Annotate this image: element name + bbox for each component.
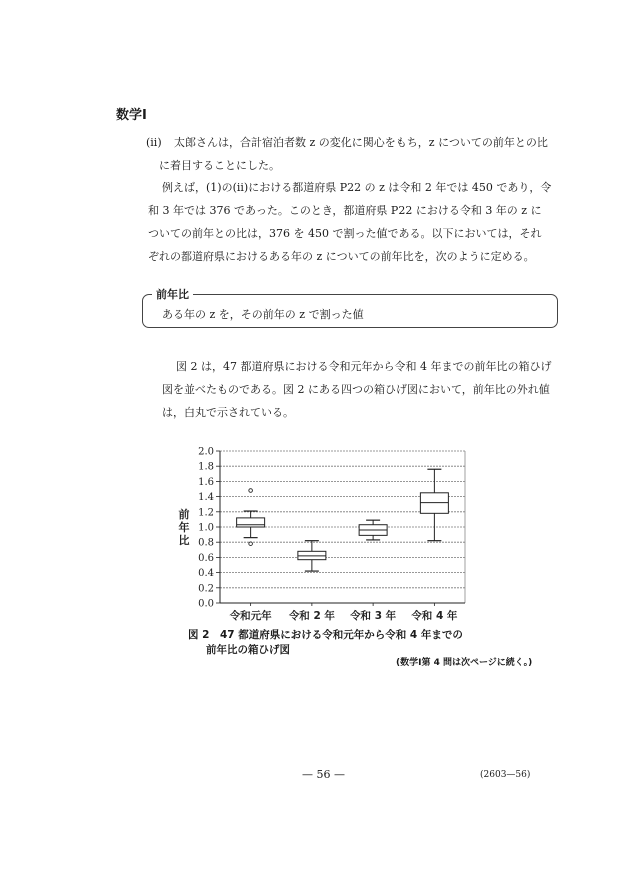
y-axis-label-char: 年 bbox=[178, 521, 190, 534]
outlier-point bbox=[249, 542, 253, 546]
y-tick-label: 1.8 bbox=[198, 461, 214, 473]
question-paragraph bbox=[148, 131, 558, 177]
x-tick-label: 令和 2 年 bbox=[288, 610, 335, 622]
x-tick-label: 令和 4 年 bbox=[411, 610, 458, 622]
x-tick-label: 令和元年 bbox=[229, 610, 272, 622]
definition-title: 前年比 bbox=[152, 286, 193, 302]
intro-line: 図を並べたものである。図 2 にある四つの箱ひげ図において，前年比の外れ値 bbox=[162, 383, 550, 396]
subject-heading: 数学Ⅰ bbox=[116, 108, 147, 123]
x-tick-label: 令和 3 年 bbox=[350, 610, 397, 622]
caption-line: 前年比の箱ひげ図 bbox=[206, 644, 290, 656]
figure-intro-paragraph bbox=[162, 355, 558, 424]
box-3 bbox=[359, 520, 387, 540]
y-tick-labels bbox=[198, 447, 214, 610]
question-line: 太郎さんは，合計宿泊者数 z の変化に関心をもち，z についての前年との比 bbox=[174, 136, 548, 149]
intro-line: は，白丸で示されている。 bbox=[162, 406, 294, 419]
y-tick-label: 0.0 bbox=[198, 598, 214, 610]
y-axis-label-char: 前 bbox=[178, 508, 190, 521]
example-paragraph bbox=[148, 176, 558, 268]
definition-text: ある年の z を，その前年の z で割った値 bbox=[162, 308, 364, 321]
intro-line: 図 2 は，47 都道府県における令和元年から令和 4 年までの前年比の箱ひげ bbox=[176, 360, 552, 373]
y-tick-label: 0.4 bbox=[198, 568, 214, 580]
y-tick-label: 0.6 bbox=[198, 552, 214, 564]
y-axis-label bbox=[179, 507, 190, 547]
boxes bbox=[237, 469, 449, 571]
example-line: 例えば，(1)の(ii)における都道府県 P22 の z は令和 2 年では 450 であり，令 bbox=[162, 181, 552, 194]
y-tick-label: 1.6 bbox=[198, 476, 214, 488]
page-number: — 56 — bbox=[302, 768, 345, 781]
figure-caption bbox=[188, 628, 463, 658]
example-line: ついての前年との比は，376 を 450 で割った値である。以下においては，それ bbox=[148, 227, 542, 240]
continuation-note: (数学Ⅰ第 4 問は次ページに続く。) bbox=[396, 658, 533, 668]
x-tick-labels bbox=[229, 603, 458, 622]
y-tick-label: 0.8 bbox=[198, 537, 214, 549]
y-tick-label: 2.0 bbox=[198, 446, 214, 458]
y-tick-label: 1.0 bbox=[198, 522, 214, 534]
box-iqr bbox=[237, 518, 265, 527]
page-code: (2603—56) bbox=[480, 770, 531, 780]
box-4 bbox=[420, 469, 448, 540]
y-tick-label: 0.2 bbox=[198, 583, 214, 595]
y-tick-label: 1.2 bbox=[198, 507, 214, 519]
example-line: ぞれの都道府県におけるある年の z についての前年比を，次のように定める。 bbox=[148, 250, 535, 263]
y-axis-label-char: 比 bbox=[178, 534, 190, 547]
box-1 bbox=[237, 489, 265, 546]
y-tick-label: 1.4 bbox=[198, 492, 214, 504]
boxplot-chart bbox=[170, 440, 480, 626]
question-label: (ii) bbox=[146, 136, 162, 149]
outlier-point bbox=[249, 489, 253, 493]
question-line: に着目することにした。 bbox=[159, 159, 280, 172]
caption-line: 図 2 47 都道府県における令和元年から令和 4 年までの bbox=[188, 629, 463, 641]
box-2 bbox=[298, 541, 326, 571]
example-line: 和 3 年では 376 であった。このとき，都道府県 P22 における令和 3 年の z に bbox=[148, 204, 542, 217]
